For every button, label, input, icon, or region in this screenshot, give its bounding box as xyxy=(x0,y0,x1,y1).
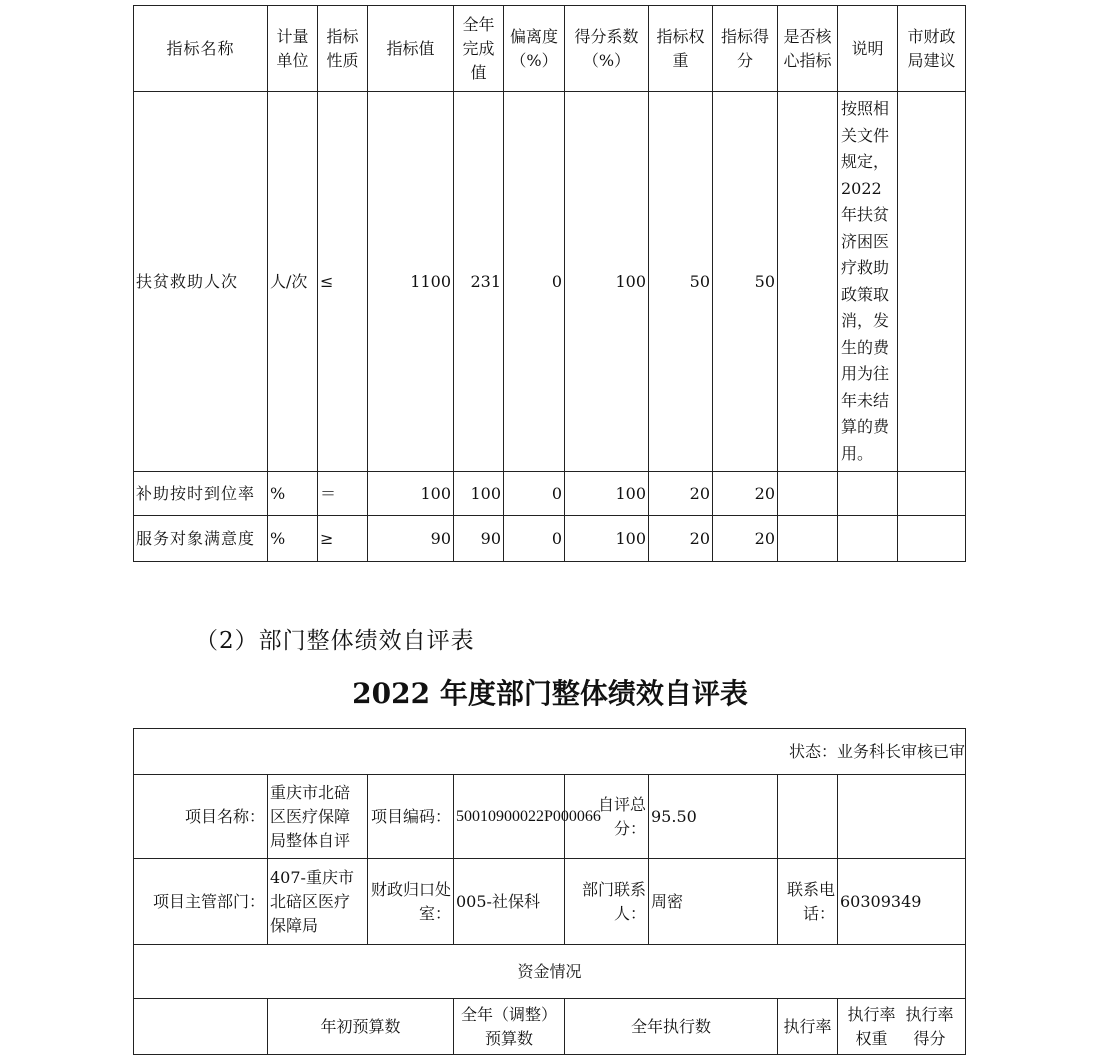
indicator-unit: 人/次 xyxy=(268,92,318,472)
indicator-score: 20 xyxy=(713,472,778,516)
section-heading: （2）部门整体绩效自评表 xyxy=(195,628,475,654)
funds-heading: 资金情况 xyxy=(134,945,966,999)
header-nature: 指标性质 xyxy=(318,6,368,92)
finance-office: 005-社保科 xyxy=(454,859,565,945)
project-code-label: 项目编码： xyxy=(368,775,454,859)
indicator-coef: 100 xyxy=(565,92,649,472)
contact-label: 部门联系人： xyxy=(565,859,649,945)
indicator-header-row xyxy=(134,6,966,92)
project-name-label: 项目名称： xyxy=(134,775,268,859)
header-exec-rate: 执行率 xyxy=(778,999,838,1055)
indicator-advice xyxy=(898,516,966,562)
indicator-nature: ＝ xyxy=(318,472,368,516)
indicator-deviation: 0 xyxy=(504,92,565,472)
indicator-name: 服务对象满意度 xyxy=(134,516,268,562)
self-score: 95.50 xyxy=(649,775,778,859)
indicator-target: 100 xyxy=(368,472,454,516)
indicator-coef: 100 xyxy=(565,472,649,516)
indicator-unit: % xyxy=(268,472,318,516)
dept-eval-table xyxy=(133,728,966,1055)
project-code: 50010900022P000066 xyxy=(454,775,565,859)
header-adjusted-budget: 全年（调整）预算数 xyxy=(454,999,565,1055)
indicator-deviation: 0 xyxy=(504,516,565,562)
indicator-score: 50 xyxy=(713,92,778,472)
dept-value: 407-重庆市北碚区医疗保障局 xyxy=(268,859,368,945)
indicator-name: 扶贫救助人次 xyxy=(134,92,268,472)
indicator-target: 1100 xyxy=(368,92,454,472)
funds-header-row xyxy=(134,999,966,1055)
finance-office-label: 财政归口处室： xyxy=(368,859,454,945)
header-core: 是否核心指标 xyxy=(778,6,838,92)
phone-value: 60309349 xyxy=(838,859,966,945)
header-executed: 全年执行数 xyxy=(565,999,778,1055)
self-score-label: 自评总分： xyxy=(565,775,649,859)
empty-cell xyxy=(838,775,966,859)
header-initial-budget: 年初预算数 xyxy=(268,999,454,1055)
indicator-actual: 100 xyxy=(454,472,504,516)
table-row xyxy=(134,472,966,516)
indicator-core xyxy=(778,516,838,562)
indicator-actual: 231 xyxy=(454,92,504,472)
header-deviation: 偏离度（%） xyxy=(504,6,565,92)
indicator-nature: ≥ xyxy=(318,516,368,562)
indicator-weight: 50 xyxy=(649,92,713,472)
indicator-deviation: 0 xyxy=(504,472,565,516)
indicator-advice xyxy=(898,92,966,472)
table2-title: 2022 年度部门整体绩效自评表 xyxy=(352,677,748,710)
indicator-name: 补助按时到位率 xyxy=(134,472,268,516)
indicator-score: 20 xyxy=(713,516,778,562)
indicator-weight: 20 xyxy=(649,472,713,516)
dept-row xyxy=(134,859,966,945)
header-score: 指标得分 xyxy=(713,6,778,92)
indicator-coef: 100 xyxy=(565,516,649,562)
header-exec-rate-weight: 执行率权重 xyxy=(847,1004,896,1048)
dept-label: 项目主管部门： xyxy=(134,859,268,945)
indicator-note xyxy=(838,516,898,562)
indicator-note xyxy=(838,472,898,516)
indicator-table xyxy=(133,5,966,562)
header-coef: 得分系数（%） xyxy=(565,6,649,92)
contact-value: 周密 xyxy=(649,859,778,945)
header-actual: 全年完成值 xyxy=(454,6,504,92)
table-row xyxy=(134,516,966,562)
project-name: 重庆市北碚区医疗保障局整体自评 xyxy=(268,775,368,859)
header-indicator-name: 指标名称 xyxy=(134,6,268,92)
header-rate-weight-score xyxy=(838,999,966,1055)
header-note: 说明 xyxy=(838,6,898,92)
indicator-actual: 90 xyxy=(454,516,504,562)
indicator-target: 90 xyxy=(368,516,454,562)
header-weight: 指标权重 xyxy=(649,6,713,92)
status-row xyxy=(134,729,966,775)
indicator-unit: % xyxy=(268,516,318,562)
indicator-core xyxy=(778,472,838,516)
indicator-advice xyxy=(898,472,966,516)
header-target: 指标值 xyxy=(368,6,454,92)
empty-cell xyxy=(778,775,838,859)
indicator-nature: ≤ xyxy=(318,92,368,472)
phone-label: 联系电话： xyxy=(778,859,838,945)
indicator-weight: 20 xyxy=(649,516,713,562)
header-unit: 计量单位 xyxy=(268,6,318,92)
indicator-core xyxy=(778,92,838,472)
indicator-note: 按照相关文件规定，2022年扶贫济困医疗救助政策取消，发生的费用为往年未结算的费用。 xyxy=(838,92,898,472)
funds-heading-row xyxy=(134,945,966,999)
header-advice: 市财政局建议 xyxy=(898,6,966,92)
table-row xyxy=(134,92,966,472)
status-text: 状态：业务科长审核已审 xyxy=(134,729,966,775)
header-exec-rate-score: 执行率得分 xyxy=(905,1004,954,1048)
project-row xyxy=(134,775,966,859)
empty-cell xyxy=(134,999,268,1055)
